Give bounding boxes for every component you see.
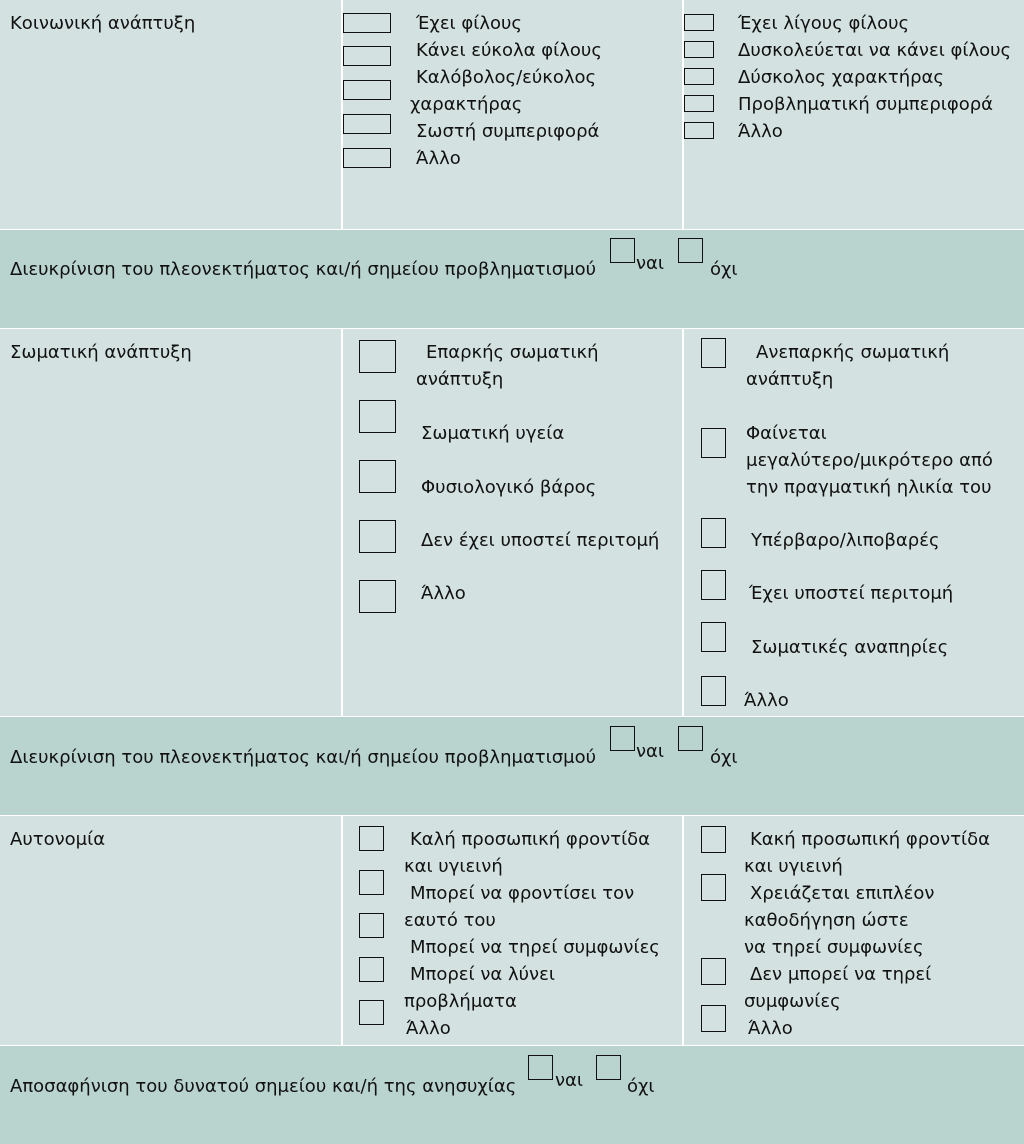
- option-label: ανάπτυξη: [746, 369, 834, 390]
- option-label: Μπορεί να τηρεί συμφωνίες: [410, 937, 660, 958]
- clarification-label: Διευκρίνιση του πλεονεκτήματος και/ή σημείου προβληματισμού: [10, 259, 597, 280]
- column-divider: [682, 0, 684, 230]
- option-label: Άλλο: [406, 1018, 451, 1039]
- option-label: Φαίνεται: [746, 423, 827, 444]
- option-label: Έχει λίγους φίλους: [738, 13, 910, 34]
- option-label: Προβληματική συμπεριφορά: [738, 94, 994, 115]
- option-label: Καλόβολος/εύκολος: [416, 67, 597, 88]
- checkbox-social-positive-5[interactable]: [343, 148, 391, 168]
- no-checkbox[interactable]: [678, 238, 703, 263]
- checkbox-autonomy-concern-3[interactable]: [701, 958, 726, 985]
- checkbox-social-positive-1[interactable]: [343, 13, 391, 33]
- option-label: Κάνει εύκολα φίλους: [416, 40, 602, 61]
- section-title-autonomy: Αυτονομία: [10, 829, 106, 850]
- option-label: Σωστή συμπεριφορά: [416, 121, 600, 142]
- checkbox-social-concern-2[interactable]: [684, 41, 714, 58]
- option-label: Υπέρβαρο/λιποβαρές: [751, 530, 940, 551]
- checkbox-autonomy-positive-4[interactable]: [359, 957, 384, 982]
- option-label: Επαρκής σωματική: [426, 342, 599, 363]
- option-label: Κακή προσωπική φροντίδα: [750, 829, 991, 850]
- option-label: μεγαλύτερο/μικρότερο από: [746, 450, 993, 471]
- option-label: Δύσκολος χαρακτήρας: [738, 67, 944, 88]
- yes-checkbox[interactable]: [610, 726, 635, 751]
- option-label: την πραγματική ηλικία του: [746, 477, 992, 498]
- option-label: Σωματική υγεία: [421, 423, 565, 444]
- clarification-label: Διευκρίνιση του πλεονεκτήματος και/ή σημείου προβληματισμού: [10, 747, 597, 768]
- option-label: χαρακτήρας: [410, 94, 523, 115]
- checkbox-social-concern-5[interactable]: [684, 122, 714, 139]
- checkbox-social-concern-3[interactable]: [684, 68, 714, 85]
- option-label: εαυτό του: [404, 910, 496, 931]
- no-label: όχι: [710, 747, 738, 768]
- column-divider: [682, 816, 684, 1046]
- option-label: καθοδήγηση ώστε: [744, 910, 909, 931]
- no-label: όχι: [710, 259, 738, 280]
- option-label: Δεν μπορεί να τηρεί: [750, 964, 932, 985]
- checkbox-physical-concern-3[interactable]: [701, 518, 726, 548]
- checkbox-autonomy-positive-1[interactable]: [359, 826, 384, 851]
- option-label: Έχει υποστεί περιτομή: [749, 583, 954, 604]
- checkbox-physical-concern-1[interactable]: [701, 338, 726, 368]
- checkbox-social-concern-4[interactable]: [684, 95, 714, 112]
- checkbox-autonomy-concern-4[interactable]: [701, 1005, 726, 1032]
- option-label: και υγιεινή: [744, 856, 843, 877]
- option-label: Φυσιολογικό βάρος: [421, 477, 597, 498]
- option-label: να τηρεί συμφωνίες: [744, 937, 924, 958]
- yes-label: ναι: [636, 253, 665, 274]
- checkbox-social-positive-2[interactable]: [343, 46, 391, 66]
- checkbox-physical-concern-4[interactable]: [701, 570, 726, 600]
- option-label: Χρειάζεται επιπλέον: [750, 883, 935, 904]
- checkbox-physical-concern-5[interactable]: [701, 622, 726, 652]
- checkbox-physical-positive-3[interactable]: [359, 460, 396, 493]
- column-divider: [682, 329, 684, 717]
- checkbox-physical-concern-6[interactable]: [701, 676, 726, 706]
- checkbox-autonomy-concern-1[interactable]: [701, 826, 726, 853]
- option-label: Μπορεί να λύνει: [410, 964, 555, 985]
- option-label: συμφωνίες: [744, 991, 841, 1012]
- checkbox-physical-positive-5[interactable]: [359, 580, 396, 613]
- option-label: Έχει φίλους: [416, 13, 522, 34]
- checkbox-social-positive-3[interactable]: [343, 80, 391, 100]
- no-label: όχι: [627, 1076, 655, 1097]
- yes-checkbox[interactable]: [610, 238, 635, 263]
- no-checkbox[interactable]: [596, 1055, 621, 1080]
- option-label: Άλλο: [748, 1018, 793, 1039]
- option-label: Άλλο: [421, 583, 466, 604]
- section-title-social: Κοινωνική ανάπτυξη: [10, 13, 196, 34]
- column-divider: [341, 329, 343, 717]
- checkbox-social-positive-4[interactable]: [343, 114, 391, 134]
- checkbox-physical-positive-4[interactable]: [359, 520, 396, 553]
- checkbox-physical-positive-2[interactable]: [359, 400, 396, 433]
- option-label: ανάπτυξη: [416, 369, 504, 390]
- column-divider: [341, 816, 343, 1046]
- option-label: Μπορεί να φροντίσει τον: [410, 883, 635, 904]
- option-label: Σωματικές αναπηρίες: [751, 637, 949, 658]
- yes-checkbox[interactable]: [528, 1055, 553, 1080]
- option-label: και υγιεινή: [404, 856, 503, 877]
- checkbox-autonomy-concern-2[interactable]: [701, 874, 726, 901]
- checkbox-autonomy-positive-3[interactable]: [359, 913, 384, 938]
- checkbox-physical-positive-1[interactable]: [359, 340, 396, 373]
- option-label: Άλλο: [416, 148, 461, 169]
- yes-label: ναι: [555, 1070, 584, 1091]
- option-label: Δεν έχει υποστεί περιτομή: [421, 530, 660, 551]
- option-label: Δυσκολεύεται να κάνει φίλους: [738, 40, 1012, 61]
- checkbox-autonomy-positive-2[interactable]: [359, 870, 384, 895]
- no-checkbox[interactable]: [678, 726, 703, 751]
- yes-label: ναι: [636, 741, 665, 762]
- section-title-physical: Σωματική ανάπτυξη: [10, 342, 192, 363]
- option-label: προβλήματα: [404, 991, 517, 1012]
- checkbox-autonomy-positive-5[interactable]: [359, 1000, 384, 1025]
- checkbox-physical-concern-2[interactable]: [701, 428, 726, 458]
- checkbox-social-concern-1[interactable]: [684, 14, 714, 31]
- option-label: Ανεπαρκής σωματική: [756, 342, 950, 363]
- option-label: Άλλο: [744, 690, 789, 711]
- option-label: Καλή προσωπική φροντίδα: [410, 829, 651, 850]
- final-clarification-label: Αποσαφήνιση του δυνατού σημείου και/ή της ανησυχίας: [10, 1076, 517, 1097]
- option-label: Άλλο: [738, 121, 783, 142]
